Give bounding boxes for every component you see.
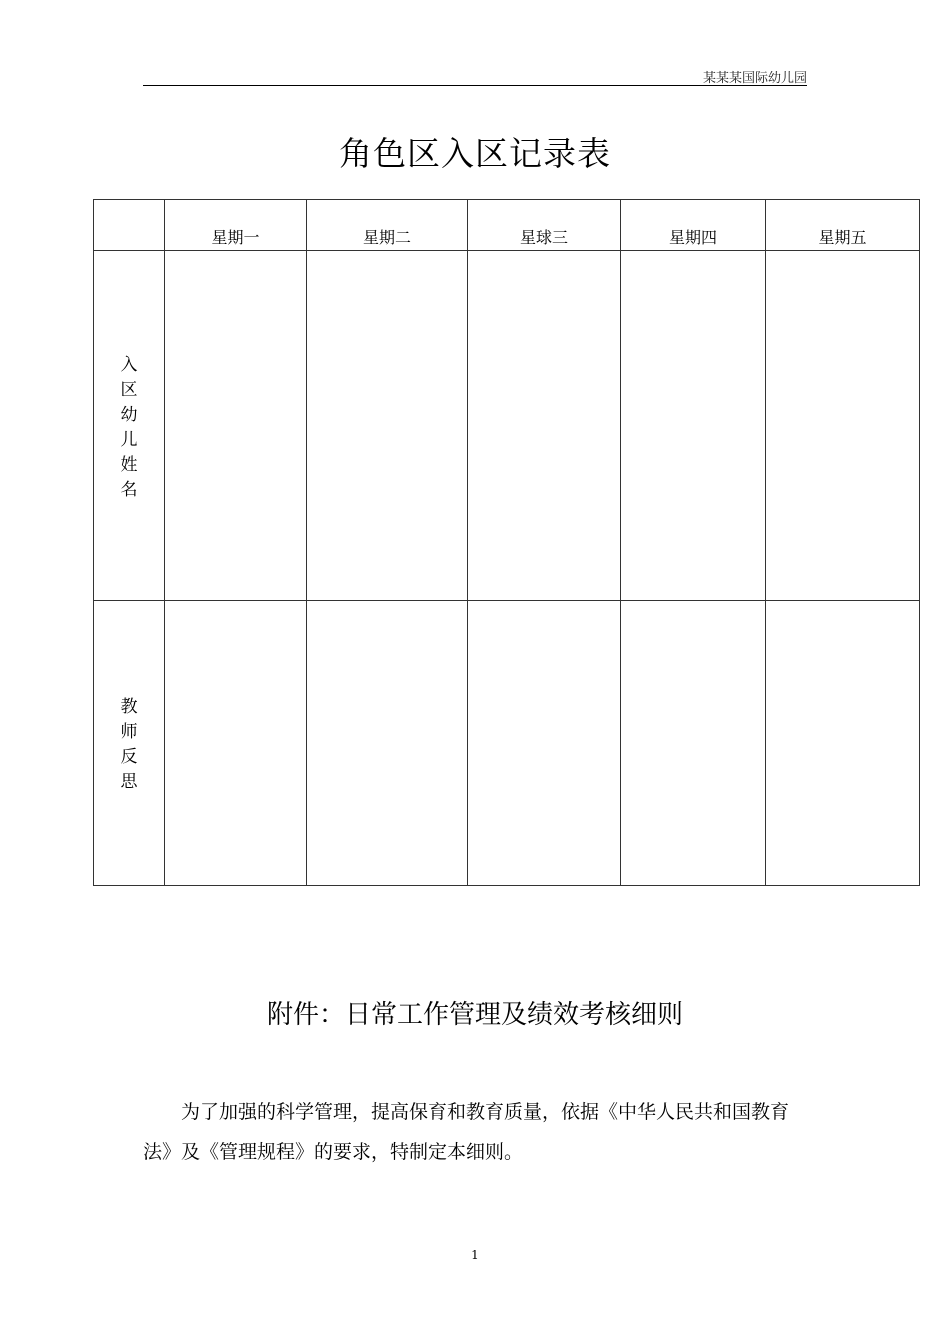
table-row: [94, 251, 920, 601]
day-header: 星球三: [468, 200, 621, 251]
entry-cell[interactable]: [621, 251, 766, 601]
entry-cell[interactable]: [766, 601, 920, 886]
entry-cell[interactable]: [165, 601, 307, 886]
header-rule: [143, 85, 807, 86]
row-label: 入区幼儿姓名: [120, 354, 138, 500]
day-header: 星期一: [165, 200, 307, 251]
day-header: 星期四: [621, 200, 766, 251]
entry-cell[interactable]: [307, 251, 468, 601]
page-number: 1: [471, 1248, 479, 1262]
corner-cell: [94, 200, 165, 251]
row-label-cell: [94, 601, 165, 886]
entry-cell[interactable]: [165, 251, 307, 601]
row-label-cell: [94, 251, 165, 601]
entry-cell[interactable]: [468, 601, 621, 886]
entry-cell[interactable]: [468, 251, 621, 601]
entry-cell[interactable]: [621, 601, 766, 886]
entry-cell[interactable]: [307, 601, 468, 886]
table-row: [94, 601, 920, 886]
day-header: 星期五: [766, 200, 920, 251]
entry-cell[interactable]: [766, 251, 920, 601]
record-table: [93, 199, 920, 886]
day-header: 星期二: [307, 200, 468, 251]
header-org-name: 某某某国际幼儿园: [702, 71, 807, 86]
table-header-row: [94, 200, 920, 251]
page-title: 角色区入区记录表: [339, 134, 611, 173]
appendix-title: 附件：日常工作管理及绩效考核细则: [266, 1000, 683, 1030]
row-label: 教师反思: [120, 697, 138, 792]
body-paragraph: 为了加强的科学管理，提高保育和教育质量，依据《中华人民共和国教育法》及《管理规程》的要求，特制定本细则。: [143, 1101, 790, 1163]
